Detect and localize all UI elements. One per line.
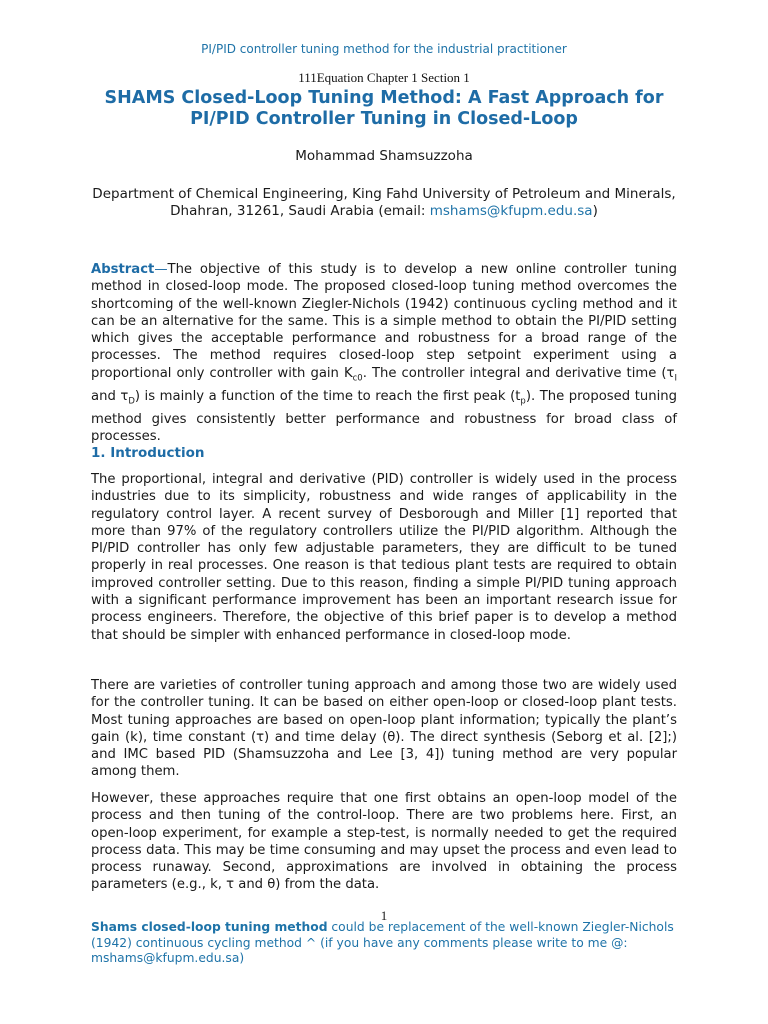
intro-paragraph-2: There are varieties of controller tuning approach and among those two are widely used for the controller tuning. It can be based on either open-loop or closed-loop plant tests. Most tuning approaches are based on open-loop plant information; typically the plant’s gain (k), time constant (τ) and time delay (θ). The direct synthesis (Seborg et al. [2];) and IMC based PID (Shamsuzzoha and Lee [3, 4]) tuning method are very popular among them. bbox=[91, 678, 677, 780]
affiliation bbox=[90, 186, 678, 220]
tp-subscript: p bbox=[520, 396, 526, 407]
tau-d-subscript: D bbox=[128, 396, 135, 407]
field-code-text: 111Equation Chapter 1 Section 1 bbox=[298, 70, 470, 85]
email-link[interactable]: mshams@kfupm.edu.sa bbox=[429, 203, 593, 219]
page-number: 1 bbox=[380, 908, 388, 923]
abstract bbox=[91, 261, 677, 445]
abstract-dash: — bbox=[154, 262, 168, 277]
abstract-text-1: The objective of this study is to develop a new online controller tuning method in closed-loop mode. The proposed closed-loop tuning method overcomes the shortcoming of the well-known Ziegler-Nichols (1942) continuous cycling method and it can be an alternative for the same. This is a simple method to obtain the PI/PID setting which gives the acceptable performance and robustness for a broad range of the processes. The method requires closed-loop step setpoint experiment using a proportional only controller with gain K bbox=[91, 262, 677, 381]
abstract-text-4: ) is mainly a function of the time to reach the first peak (t bbox=[134, 388, 521, 404]
affiliation-line-2 bbox=[90, 203, 678, 220]
tau-i-subscript: I bbox=[674, 373, 677, 384]
abstract-text-3: and τ bbox=[91, 388, 129, 404]
intro-paragraph-3: However, these approaches require that one first obtains an open-loop model of the process and then tuning of the control-loop. There are two problems here. First, an open-loop experiment, for example a step-test, is normally needed to get the required process data. This may be time consuming and may upset the process and even lead to process runaway. Second, approximations are involved in obtaining the process parameters (e.g., k, τ and θ) from the data. bbox=[91, 791, 677, 893]
running-header: PI/PID controller tuning method for the industrial practitioner bbox=[201, 42, 567, 56]
footer-note bbox=[91, 920, 677, 967]
paper-title: SHAMS Closed-Loop Tuning Method: A Fast Approach for PI/PID Controller Tuning in Closed-Loop bbox=[104, 88, 664, 129]
abstract-text-5: ). The proposed tuning method gives consistently better performance and robustness for broad class of processes. bbox=[91, 388, 677, 444]
abstract-text-2: . The controller integral and derivative time (τ bbox=[362, 365, 675, 381]
author-name: Mohammad Shamsuzzoha bbox=[295, 148, 473, 164]
footer-bold-text: Shams closed-loop tuning method bbox=[91, 920, 328, 934]
kc-subscript: c0 bbox=[352, 373, 363, 384]
footer-text: could be replacement of the well-known Ziegler-Nichols (1942) continuous cycling method ^ (if you have any comments please write to me @: mshams@kfupm.edu.sa) bbox=[91, 920, 674, 965]
affiliation-close: ) bbox=[592, 203, 598, 219]
affiliation-address: Dhahran, 31261, Saudi Arabia (email: bbox=[170, 203, 430, 219]
intro-paragraph-1: The proportional, integral and derivative (PID) controller is widely used in the process industries due to its simplicity, robustness and wide ranges of applicability in the regulatory control layer. A recent survey of Desborough and Miller [1] reported that more than 97% of the regulatory controllers utilize the PI/PID algorithm. Although the PI/PID controller has only few adjustable parameters, they are difficult to be tuned properly in real processes. One reason is that tedious plant tests are required to obtain improved controller setting. Due to this reason, finding a simple PI/PID tuning approach with a significant performance improvement has been an important research issue for process engineers. Therefore, the objective of this brief paper is to develop a method that should be simpler with enhanced performance in closed-loop mode. bbox=[91, 472, 677, 643]
abstract-label: Abstract bbox=[91, 262, 155, 277]
section-heading-introduction: 1. Introduction bbox=[91, 445, 205, 461]
affiliation-line-1: Department of Chemical Engineering, King Fahd University of Petroleum and Minerals, bbox=[92, 186, 676, 202]
